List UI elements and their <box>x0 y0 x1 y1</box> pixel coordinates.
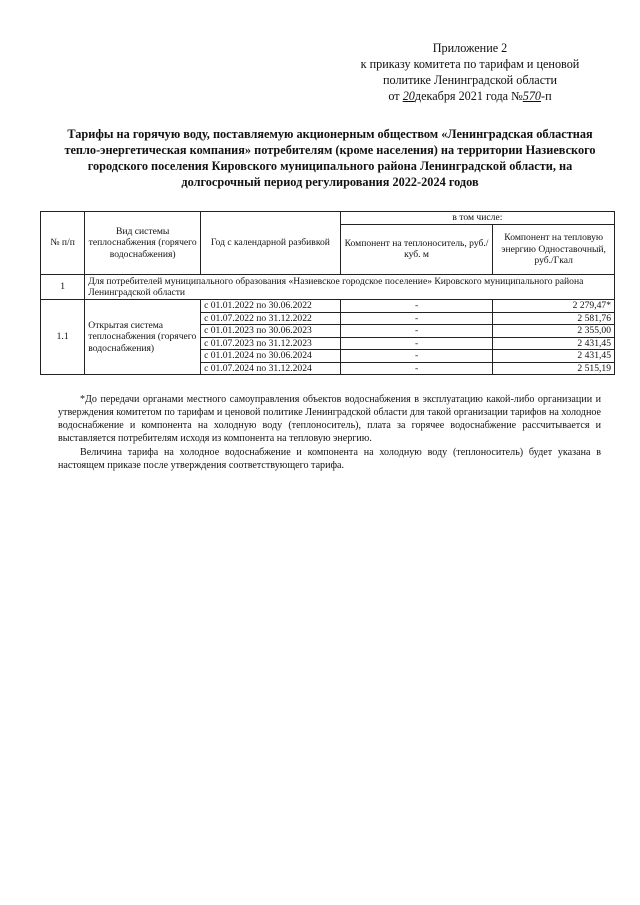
footnote-asterisk: *До передачи органами местного самоуправления объектов водоснабжения в эксплуатацию какой-либо организации и утверждения комитетом по тарифам и ценовой политике Ленинградской области для такой организации тарифов на холодное водоснабжение и компонента на холодную воду (теплоноситель), плата за горячее водоснабжение рассчитывается и выставляется потребителям исходя из компонента на тепловую энергию. <box>58 394 601 444</box>
table-row <box>41 300 615 313</box>
row-carrier: - <box>340 350 493 363</box>
item-num: 1.1 <box>41 300 85 375</box>
row-period: с 01.07.2022 по 31.12.2022 <box>201 312 341 325</box>
row-period: с 01.01.2022 по 30.06.2022 <box>201 300 341 313</box>
header-component-carrier: Компонент на теплоноситель, руб./куб. м <box>340 224 493 275</box>
row-carrier: - <box>340 362 493 375</box>
annex-block <box>340 40 600 104</box>
annex-date-line <box>340 88 600 104</box>
document-title: Тарифы на горячую воду, поставляемую акционерным обществом «Ленинградская областная тепло-энергетическая компания» потребителям (кроме населения) на территории Назиевского городского поселения Кировского муниципального района Ленинградской области, на долгосрочный период регулирования 2022-2024 годов <box>64 127 596 189</box>
row-energy: 2 431,45 <box>493 337 615 350</box>
row-carrier: - <box>340 337 493 350</box>
annex-title: Приложение 2 <box>432 41 508 55</box>
row-carrier: - <box>340 312 493 325</box>
row-energy: 2 279,47* <box>493 300 615 313</box>
group-label: Для потребителей муниципального образования «Назиевское городское поселение» Кировского муниципального района Ленинградской области <box>85 275 615 300</box>
footnote-cold-water: Величина тарифа на холодное водоснабжение и компонента на холодную воду (теплоноситель) будет указана в настоящем приказе после утверждения соответствующего тарифа. <box>58 447 601 471</box>
tariff-table <box>40 211 615 375</box>
header-including: в том числе: <box>340 212 614 225</box>
group-num: 1 <box>41 275 85 300</box>
item-system: Открытая система теплоснабжения (горячего водоснабжения) <box>85 300 201 375</box>
row-period: с 01.01.2024 по 30.06.2024 <box>201 350 341 363</box>
header-system: Вид системы теплоснабжения (горячего водоснабжения) <box>85 212 201 275</box>
date-prefix: от <box>388 89 403 103</box>
row-energy: 2 431,45 <box>493 350 615 363</box>
order-suffix: -п <box>541 89 552 103</box>
annex-line-3: политике Ленинградской области <box>383 73 557 87</box>
row-period: с 01.01.2023 по 30.06.2023 <box>201 325 341 338</box>
row-energy: 2 355,00 <box>493 325 615 338</box>
row-period: с 01.07.2024 по 31.12.2024 <box>201 362 341 375</box>
row-energy: 2 515,19 <box>493 362 615 375</box>
date-rest: декабря 2021 года № <box>414 89 523 103</box>
header-num: № п/п <box>41 212 85 275</box>
row-energy: 2 581,76 <box>493 312 615 325</box>
order-number: 570 <box>522 89 542 103</box>
row-carrier: - <box>340 300 493 313</box>
date-day: 20 <box>402 89 415 103</box>
row-carrier: - <box>340 325 493 338</box>
footnotes <box>58 393 601 473</box>
row-period: с 01.07.2023 по 31.12.2023 <box>201 337 341 350</box>
header-component-energy: Компонент на тепловую энергию Одноставочный, руб./Гкал <box>493 224 615 275</box>
header-period: Год с календарной разбивкой <box>201 212 341 275</box>
annex-line-2: к приказу комитета по тарифам и ценовой <box>360 57 580 71</box>
